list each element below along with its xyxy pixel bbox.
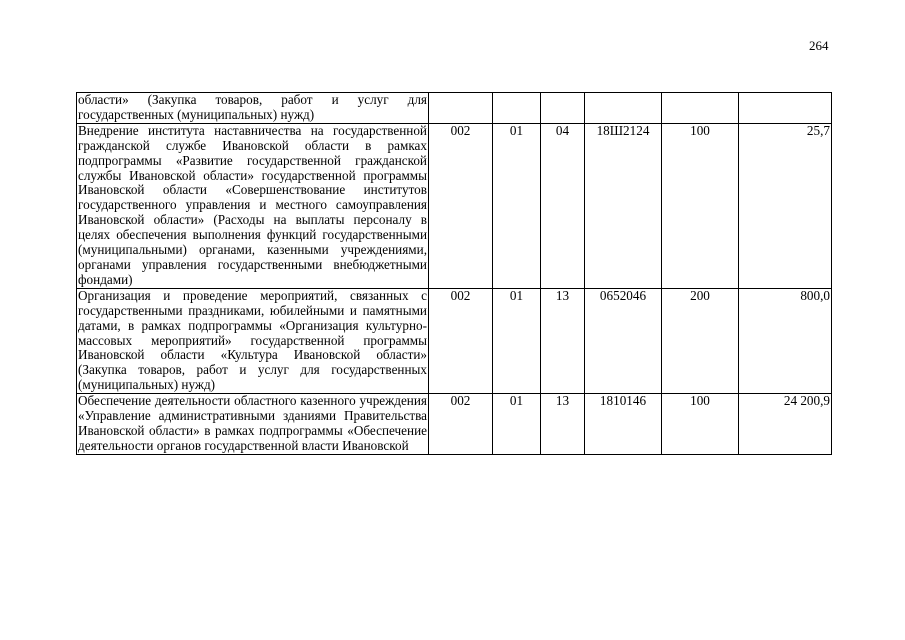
row-amount: 24 200,9 bbox=[739, 394, 832, 455]
row-description: Внедрение института наставничества на государственной гражданской службе Ивановской области в рамках подпрограммы «Развитие государственной гражданской службы Ивановской области» государственной программы Ивановской области «Совершенствование институтов государственного управления и местного самоуправления Ивановской области» (Расходы на выплаты персоналу в целях обеспечения выполнения функций государственными (муниципальными) органами, казенными учреждениями, органами управления государственными внебюджетными фондами) bbox=[78, 122, 427, 287]
row-amount: 800,0 bbox=[739, 288, 832, 393]
row-expense-type bbox=[662, 93, 739, 124]
table-row bbox=[77, 123, 832, 288]
row-subsection: 13 bbox=[541, 288, 585, 393]
row-code bbox=[429, 93, 493, 124]
row-section: 01 bbox=[493, 123, 541, 288]
table-row bbox=[77, 394, 832, 455]
row-subsection bbox=[541, 93, 585, 124]
row-target bbox=[585, 93, 662, 124]
page-number: 264 bbox=[809, 38, 829, 53]
row-code: 002 bbox=[429, 394, 493, 455]
row-description: Организация и проведение мероприятий, связанных с государственными праздниками, юбилейными и памятными датами, в рамках подпрограммы «Организация культурно-массовых мероприятий» государственной программы Ивановской области «Культура Ивановской области» (Закупка товаров, работ и услуг для государственных (муниципальных) нужд) bbox=[78, 287, 427, 393]
row-target: 18Ш2124 bbox=[585, 123, 662, 288]
row-target: 0652046 bbox=[585, 288, 662, 393]
budget-table bbox=[76, 92, 832, 455]
row-code: 002 bbox=[429, 123, 493, 288]
row-description: области» (Закупка товаров, работ и услуг для государственных (муниципальных) нужд) bbox=[78, 92, 427, 122]
row-expense-type: 100 bbox=[662, 123, 739, 288]
row-amount bbox=[739, 93, 832, 124]
row-expense-type: 200 bbox=[662, 288, 739, 393]
row-description: Обеспечение деятельности областного казенного учреждения «Управление административными зданиями Правительства Ивановской области» в рамках подпрограммы «Обеспечение деятельности органов государственной власти Ивановской bbox=[78, 393, 427, 453]
row-section: 01 bbox=[493, 394, 541, 455]
row-code: 002 bbox=[429, 288, 493, 393]
row-section bbox=[493, 93, 541, 124]
row-target: 1810146 bbox=[585, 394, 662, 455]
row-section: 01 bbox=[493, 288, 541, 393]
table-row bbox=[77, 288, 832, 393]
table-row bbox=[77, 93, 832, 124]
row-amount: 25,7 bbox=[739, 123, 832, 288]
row-expense-type: 100 bbox=[662, 394, 739, 455]
row-subsection: 04 bbox=[541, 123, 585, 288]
row-subsection: 13 bbox=[541, 394, 585, 455]
